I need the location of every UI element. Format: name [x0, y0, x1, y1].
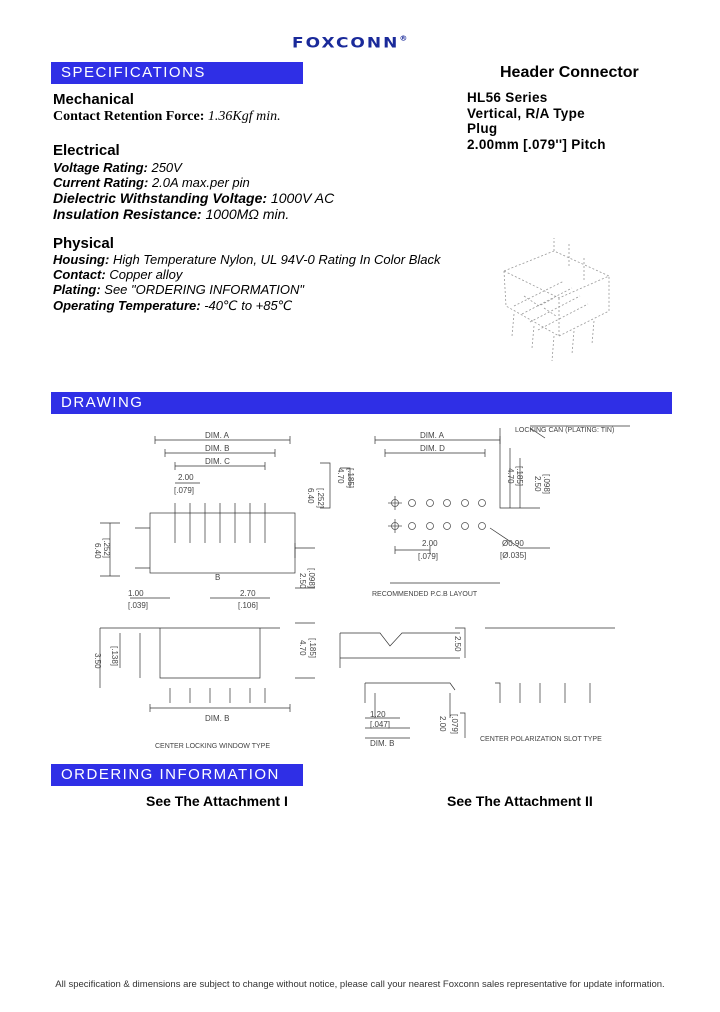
spec-value: 1.36Kgf min. [204, 109, 281, 124]
foxconn-logo [292, 35, 407, 52]
right-view-body [485, 628, 615, 703]
spec-value: High Temperature Nylon, UL 94V-0 Rating In Color Black [109, 252, 441, 267]
electrical-heading: Electrical [53, 142, 120, 159]
lower-middle-view [340, 633, 460, 668]
spec-voltage-rating [53, 160, 182, 175]
label-dim-a: DIM. A [205, 431, 230, 440]
series-line: Plug [467, 121, 498, 136]
spec-value: 1000MΩ min. [201, 206, 290, 222]
spec-label: Housing: [53, 252, 110, 267]
specifications-bar [51, 62, 303, 84]
pcb-holes [388, 496, 486, 533]
spec-contact [53, 267, 182, 282]
label-section: B [215, 573, 221, 582]
label-h-640-in: [.252] [316, 488, 325, 509]
label-pcb-dim-d: DIM. D [420, 444, 445, 453]
label-d-280: 2.70 [240, 589, 256, 598]
drawing-bar [51, 392, 672, 414]
front-view-body [150, 513, 295, 573]
spec-value: 1000V AC [267, 190, 335, 206]
spec-label: Plating: [53, 282, 101, 297]
logo-text: FOXCONN [292, 34, 400, 52]
label-pitch: 2.00 [178, 473, 194, 482]
mechanical-heading: Mechanical [53, 91, 134, 108]
label-pitch-in: [.079] [174, 486, 195, 495]
spec-label: Contact Retention Force: [53, 109, 205, 124]
connector-3d-illustration [494, 236, 624, 376]
registered-mark: ® [399, 34, 408, 43]
spec-value: 250V [147, 160, 182, 175]
label-center-locking: CENTER LOCKING WINDOW TYPE [155, 743, 270, 750]
label-bottom-dim-b: DIM. B [205, 714, 230, 723]
attachment-1-link[interactable]: See The Attachment I [146, 793, 288, 809]
label-pcb-pitch-in: [.079] [418, 552, 439, 561]
label-pcb-470: 4.70 [506, 468, 515, 484]
spec-label: Contact: [53, 267, 106, 282]
label-d-350-in: [.138] [110, 646, 119, 667]
label-d-120-in: [.047] [370, 720, 391, 729]
spec-value: 2.0A max.per pin [148, 175, 250, 190]
label-mid-250: 2.50 [453, 636, 462, 652]
label-bottom-470: 4.70 [298, 640, 307, 656]
label-d-200: 2.00 [438, 716, 447, 732]
drawing-bar-label: DRAWING [61, 394, 144, 411]
label-d-100-in: [.039] [128, 601, 149, 610]
spec-plating [53, 282, 304, 297]
spec-label: Insulation Resistance: [53, 206, 202, 222]
spec-current-rating [53, 175, 250, 190]
spec-value: -40℃ to +85℃ [200, 298, 293, 313]
label-d-350: 3.50 [93, 653, 102, 669]
label-d-640-in: [.252] [102, 538, 111, 559]
bottom-view-body [100, 628, 280, 678]
label-mid-dim-b: DIM. B [370, 739, 395, 748]
label-locking: LOCKING CAN (PLATING: TIN) [515, 427, 615, 434]
series-line: HL56 Series [467, 90, 548, 105]
ordering-bar-label: ORDERING INFORMATION [61, 766, 280, 783]
product-title: Header Connector [500, 64, 639, 81]
label-h-250: 2.50 [298, 573, 307, 589]
label-d-200-in: [.079] [450, 714, 459, 735]
technical-drawing [90, 418, 650, 753]
label-dim-b: DIM. B [205, 444, 230, 453]
label-pcb-dim-a: DIM. A [420, 431, 445, 440]
spec-label: Dielectric Withstanding Voltage: [53, 190, 268, 206]
ordering-information-bar [51, 764, 303, 786]
label-pcb-layout: RECOMMENDED P.C.B LAYOUT [372, 591, 478, 598]
label-d-280-in: [.106] [238, 601, 259, 610]
label-d-120: 1.20 [370, 710, 386, 719]
spec-label: Current Rating: [53, 175, 149, 190]
attachment-2-link[interactable]: See The Attachment II [447, 793, 593, 809]
footer-disclaimer: All specification & dimensions are subject to change without notice, please call your nearest Foxconn sales representative for update information. [55, 979, 665, 990]
spec-value: See "ORDERING INFORMATION" [100, 282, 304, 297]
spec-label: Voltage Rating: [53, 160, 148, 175]
label-h-250-in: [.098] [307, 568, 316, 589]
spec-operating-temperature [53, 298, 292, 313]
label-h-640: 6.40 [306, 488, 315, 504]
spec-dielectric-voltage [53, 191, 334, 206]
spec-housing [53, 252, 441, 267]
label-h-470: 4.70 [336, 468, 345, 484]
label-pcb-250-in: [.098] [542, 474, 551, 495]
spec-contact-retention [53, 109, 281, 124]
series-line: Vertical, R/A Type [467, 105, 585, 121]
front-view-pins [175, 503, 265, 543]
label-pcb-pitch: 2.00 [422, 539, 438, 548]
label-center-polarization: CENTER POLARIZATION SLOT TYPE [480, 736, 602, 743]
physical-heading: Physical [53, 235, 114, 252]
spec-label: Operating Temperature: [53, 298, 201, 313]
label-d-100: 1.00 [128, 589, 144, 598]
label-pcb-470-in: [.185] [515, 466, 524, 487]
series-info [467, 90, 606, 152]
label-bottom-470-in: [.185] [308, 638, 317, 659]
spec-insulation-resistance [53, 207, 289, 222]
label-pcb-250: 2.50 [533, 476, 542, 492]
spec-value: Copper alloy [105, 267, 183, 282]
series-line: 2.00mm [.079''] Pitch [467, 136, 606, 152]
label-hole-dia: Ø0.90 [502, 539, 524, 548]
specifications-bar-label: SPECIFICATIONS [61, 64, 206, 81]
label-hole-dia-in: [Ø.035] [500, 551, 527, 560]
label-d-640: 6.40 [93, 543, 102, 559]
label-h-470-in: [.185] [346, 468, 355, 489]
label-dim-c: DIM. C [205, 457, 230, 466]
